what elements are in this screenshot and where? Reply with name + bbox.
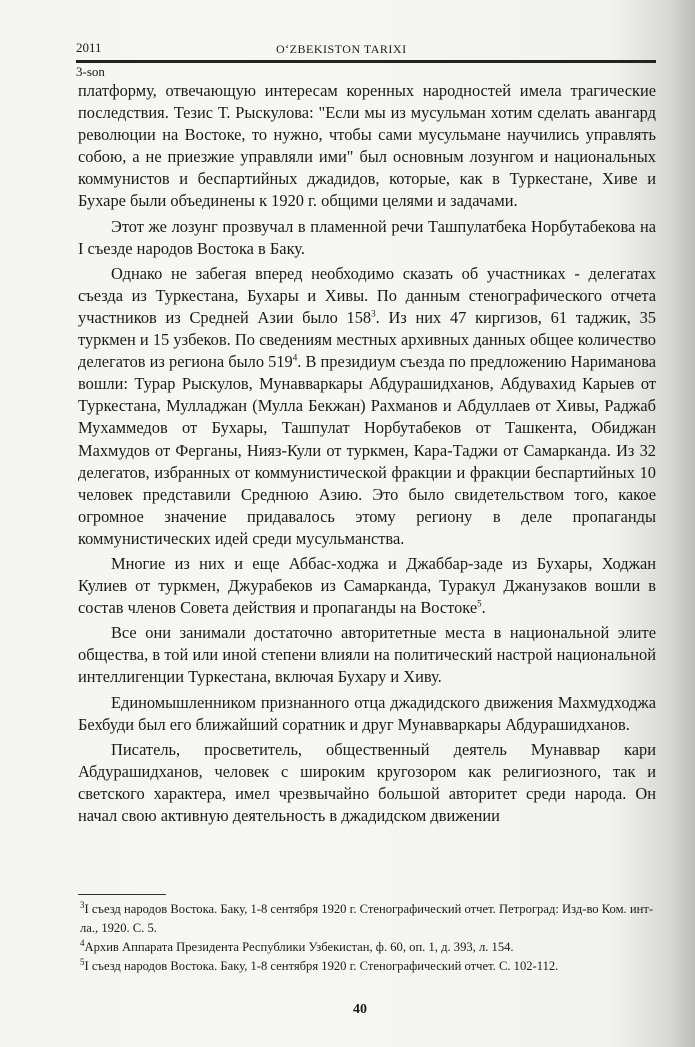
paragraph-3-text-a: Однако не забегая вперед необходимо сказать об участниках - делегатах съезда из Туркестана, Бухары и Хивы. По данным стенографического отчета участников из Средней Азии было 158 <box>78 263 656 327</box>
running-header <box>76 38 656 60</box>
footnote-4-text: Архив Аппарата Президента Республики Узбекистан, ф. 60, оп. 1, д. 393, л. 154. <box>84 940 514 954</box>
header-journal-title: O‘ZBEKISTON TARIXI <box>276 42 407 56</box>
paragraph-2-text: Этот же лозунг прозвучал в пламенной речи Ташпулатбека Норбутабекова на I съезде народов Востока в Баку. <box>78 216 656 258</box>
footnote-ref-5[interactable]: 5 <box>477 598 482 609</box>
paragraph-4-text-a: Многие из них и еще Аббас-ходжа и Джаббар-заде из Бухары, Ходжан Кулиев от туркмен, Джурабеков из Самарканда, Туракул Джанузаков вошли в состав членов Совета действия и пропаганды на Востоке <box>78 553 656 618</box>
footnote-5-number: 5 <box>80 956 85 967</box>
paragraph-5-text: Все они занимали достаточно авторитетные места в национальной элите общества, в той или иной степени влияли на политический настрой национальной интеллигенции Туркестана, включая Бухару и Хиву. <box>78 623 656 687</box>
paragraph-1 <box>78 80 656 213</box>
header-issue: 3-son <box>76 64 105 79</box>
page-number: 40 <box>353 1002 367 1017</box>
footnote-5-text: I съезд народов Востока. Баку, 1-8 сентября 1920 г. Стенографический отчет. С. 102-112. <box>84 959 559 973</box>
paragraph-2 <box>78 216 656 260</box>
paragraph-3-text-c: . В президиум съезда по предложению Нариманова вошли: Турар Рыскулов, Мунавваркары Абдурашидханов, Абдувахид Карыев от Туркестана, Мулладжан (Мулла Бекжан) Рахманов и Абдуллаев от Хивы, Раджаб Мухаммедов от Бухары, Ташпулат Норбутабеков от Ташкента, Обиджан Махмудов от Ферганы, Нияз-Кули от туркмен, Кара-Таджи от Самарканда. Из 32 делегатов, избранных от коммунистической фракции и фракции беспартийных 10 человек представили Среднюю Азию. Это было свидетельством того, какое огромное значение придавалось этому региону в деле пропаганды коммунистических идей среди мусульманства. <box>78 352 656 548</box>
paragraph-7-text: Писатель, просветитель, общественный деятель Мунаввар кари Абдурашидханов, человек с широким кругозором как религиозного, так и светского характера, имел чрезвычайно большой авторитет среди народа. Он начал свою активную деятельность в джадидском движении <box>78 739 656 825</box>
footnote-4-number: 4 <box>80 937 85 948</box>
paragraph-6 <box>78 692 656 736</box>
footnote-5 <box>80 957 656 976</box>
footnote-3 <box>80 900 656 938</box>
footnote-4 <box>80 938 656 957</box>
paragraph-6-text: Единомышленником признанного отца джадидского движения Махмудходжа Бехбуди был его ближайший соратник и друг Мунавваркары Абдурашидханов. <box>78 692 656 734</box>
footnote-3-number: 3 <box>80 899 85 910</box>
footnote-ref-3[interactable]: 3 <box>371 308 376 319</box>
header-year: 2011 <box>76 40 102 55</box>
footnote-3-text: I съезд народов Востока. Баку, 1-8 сентября 1920 г. Стенографический отчет. Петроград: Изд-во Ком. инт-ла., 1920. С. 5. <box>80 902 654 935</box>
paragraph-5 <box>78 622 656 688</box>
footnotes <box>80 900 656 976</box>
article-body <box>78 80 656 830</box>
paragraph-4 <box>78 553 656 619</box>
footnote-ref-4[interactable]: 4 <box>292 352 298 363</box>
header-rule <box>76 60 656 63</box>
paragraph-3 <box>78 263 656 550</box>
paragraph-4-text-b: . <box>481 598 486 618</box>
paragraph-7 <box>78 739 656 827</box>
paragraph-1-text: платформу, отвечающую интересам коренных народностей имела трагические последствия. Тезис Т. Рыскулова: "Если мы из мусульман хотим сделать авангард революции на Востоке, то нужно, чтобы сами мусульмане научились управлять собою, а не приезжие управляли ими" был основным лозунгом и национальных коммунистов и беспартийных джадидов, которые, как в Туркестане, Хиве и Бухаре были объединены к 1920 г. общими целями и задачами. <box>78 81 656 211</box>
paragraph-3-text-b: . Из них 47 киргизов, 61 таджик, 35 туркмен и 15 узбеков. По сведениям местных архивных данных общее количество делегатов из региона было 519 <box>78 307 656 372</box>
footnote-rule <box>78 894 166 895</box>
